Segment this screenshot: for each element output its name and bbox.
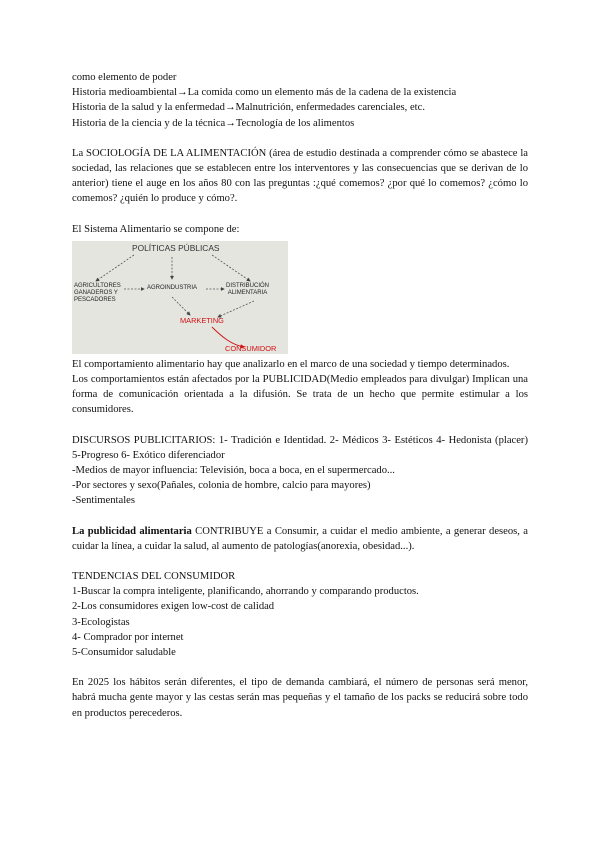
system-intro: El Sistema Alimentario se compone de: [72,223,240,235]
diagram-label-consumer: CONSUMIDOR [225,343,277,353]
diagram-label-distribution: DISTRIBUCIÓN ALIMENTARIA [226,282,270,296]
food-advertising-paragraph [72,524,528,554]
document-page [72,70,528,721]
discourse-item: -Sentimentales [72,495,135,507]
diagram-label-public-policies: POLÍTICAS PÚBLICAS [132,242,220,253]
intro-line: Historia medioambiental→La comida como un elemento más de la cadena de la existencia [72,87,457,99]
discourse-item: -Por sectores y sexo(Pañales, colonia de hombre, calcio para mayores) [72,480,371,492]
behavior-paragraph: El comportamiento alimentario hay que analizarlo en el marco de una sociedad y tiempo determinados. [72,358,510,370]
trend-item: 4- Comprador por internet [72,631,184,643]
trend-item: 3-Ecologistas [72,616,130,628]
food-advertising-text: CONTRIBUYE a Consumir, a cuidar el medio ambiente, a generar deseos, a cuidar la línea, a cuidar la salud, al aumento de patologías(anorexia, obesidad...). [72,525,528,552]
discourses-paragraph: DISCURSOS PUBLICITARIOS: 1- Tradición e Identidad. 2- Médicos 3- Estéticos 4- Hedonista (placer) 5-Progreso 6- Exótico diferenciador [72,434,528,461]
intro-line: como elemento de poder [72,72,177,83]
trend-item: 5-Consumidor saludable [72,647,176,659]
food-advertising-bold: La publicidad alimentaria [72,525,192,537]
trends-heading: TENDENCIAS DEL CONSUMIDOR [72,571,236,583]
diagram-label-marketing: MARKETING [180,315,224,325]
intro-line: Historia de la salud y la enfermedad→Malnutrición, enfermedades carenciales, etc. [72,102,425,114]
trend-item: 1-Buscar la compra inteligente, planificando, ahorrando y comparando productos. [72,586,419,598]
sociology-paragraph: La SOCIOLOGÍA DE LA ALIMENTACIÓN (área de estudio destinada a comprender cómo se abastece la sociedad, las relaciones que se establecen entre los interventores y las consecuencias que se derivan de lo anterior) tiene el auge en los años 80 con las preguntas :¿qué comemos? ¿por qué lo comemos? ¿cómo lo comemos? ¿quién lo produce y cómo?. [72,147,528,205]
trend-item: 2-Los consumidores exigen low-cost de calidad [72,601,275,613]
advertising-paragraph: Los comportamientos están afectados por la PUBLICIDAD(Medio empleados para divulgar) Implican una forma de comunicación orientada a la difusión. Se trata de un hecho que permite estimular a los consumidores. [72,374,528,416]
future-paragraph: En 2025 los hábitos serán diferentes, el tipo de demanda cambiará, el número de personas será menor, habrá mucha gente mayor y las cestas serán mas pequeñas y el tamaño de los packs se reducirá sobre todo en productos perecederos. [72,677,528,719]
intro-line: Historia de la ciencia y de la técnica→Tecnología de los alimentos [72,117,355,129]
diagram-label-producers: AGRICULTORES GANADEROS Y PESCADORES [74,282,121,303]
food-system-diagram [72,241,288,354]
diagram-label-agroindustry: AGROINDUSTRIA [147,284,198,291]
discourse-item: -Medios de mayor influencia: Televisión, boca a boca, en el supermercado... [72,465,395,477]
